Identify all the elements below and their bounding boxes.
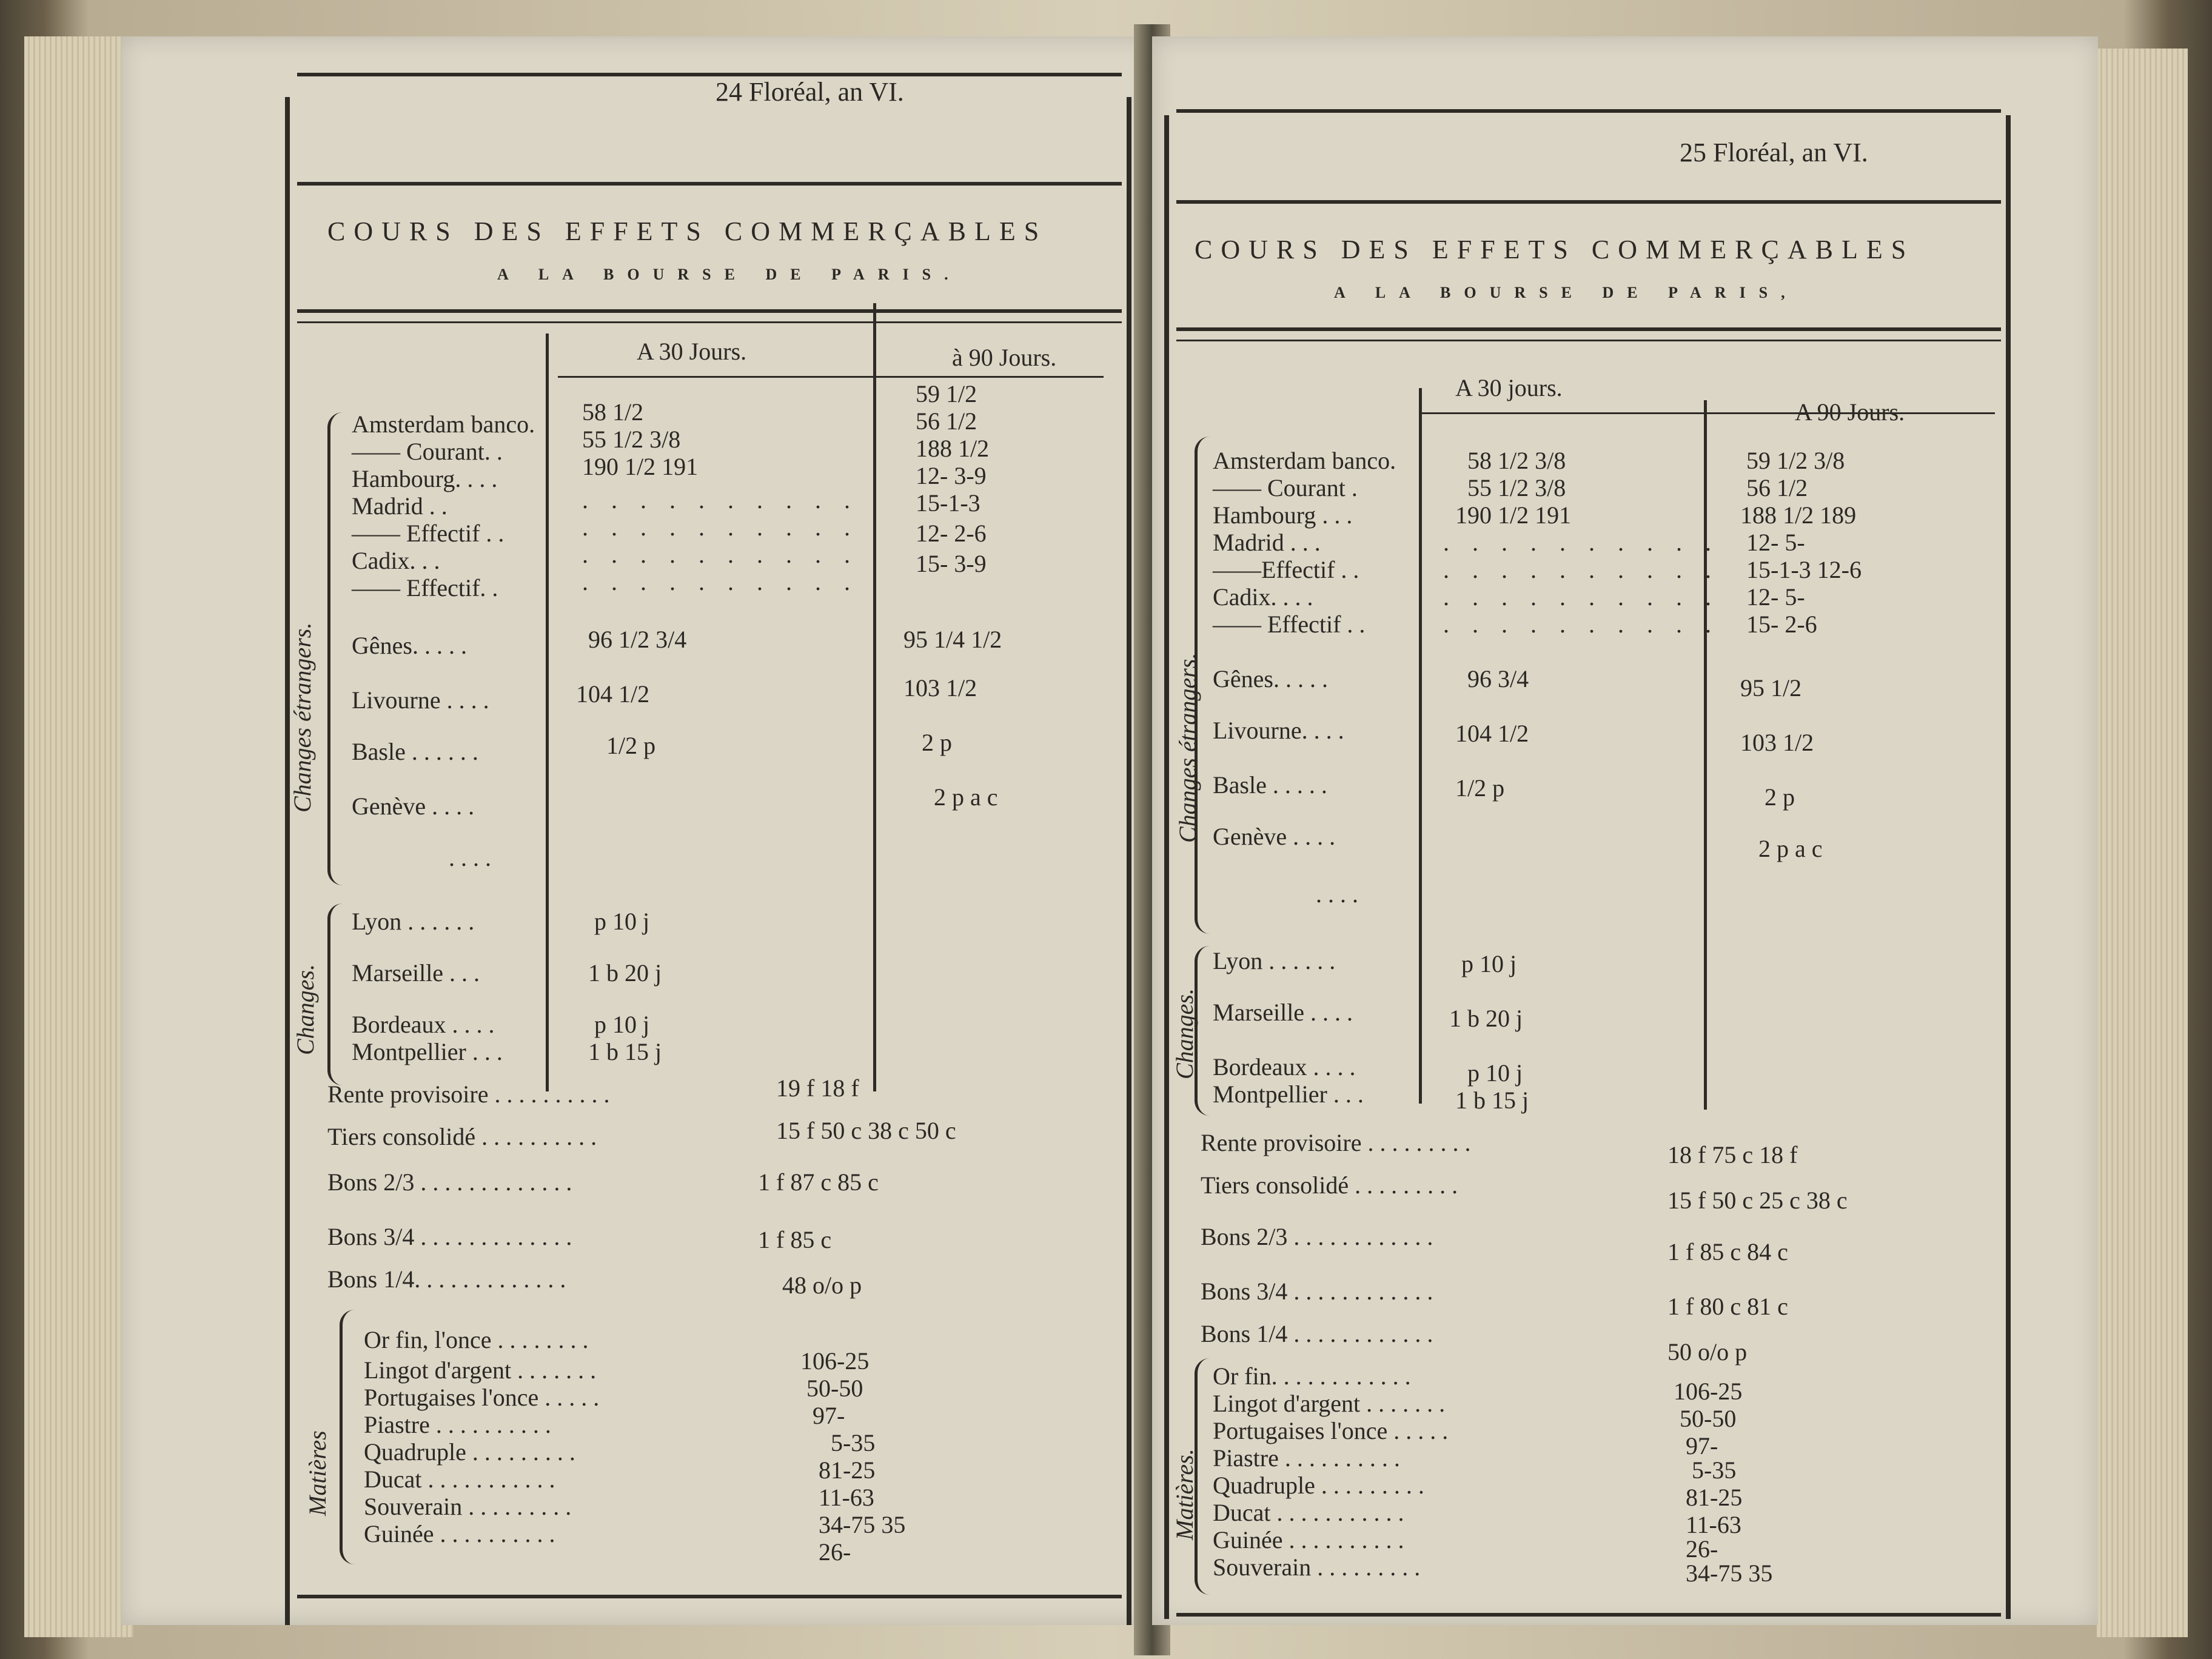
right-matiere-label-5: Ducat . . . . . . . . . . . xyxy=(1213,1499,1404,1526)
left-divider-label xyxy=(546,333,549,1091)
left-group-foreign: Changes étrangers. xyxy=(289,622,316,813)
left-foreign-v90-7: 95 1/4 1/2 xyxy=(903,626,1002,653)
left-foreign-v90-9: 2 p xyxy=(922,729,952,756)
left-rente-value-1: 15 f 50 c 38 c 50 c xyxy=(776,1117,956,1144)
left-foreign-v30-0: 58 1/2 xyxy=(582,398,644,426)
left-matiere-label-5: Ducat . . . . . . . . . . . xyxy=(364,1466,555,1493)
left-domestic-v30-3: 1 b 15 j xyxy=(588,1038,662,1065)
right-foreign-label-3: Madrid . . . xyxy=(1213,529,1321,556)
right-foreign-v90-4: 15-1-3 12-6 xyxy=(1746,556,1862,583)
right-foreign-v90-2: 188 1/2 189 xyxy=(1740,501,1857,529)
right-foreign-v30-9: 1/2 p xyxy=(1455,774,1505,802)
left-subtitle: A LA BOURSE DE PARIS. xyxy=(497,266,962,283)
right-foreign-v30-3: . . . . . . . . . . xyxy=(1443,529,1720,556)
right-rente-label-0: Rente provisoire . . . . . . . . . xyxy=(1201,1129,1471,1156)
left-foreign-label-6: —— Effectif. . xyxy=(352,574,498,602)
right-foreign-v30-0: 58 1/2 3/8 xyxy=(1467,447,1566,474)
right-foreign-v90-9: 2 p xyxy=(1765,783,1795,811)
right-foreign-v90-10: 2 p a c xyxy=(1758,835,1823,862)
left-foreign-v90-4: 15-1-3 xyxy=(916,489,980,517)
left-col-90-header: à 90 Jours. xyxy=(952,344,1057,371)
left-matiere-label-2: Portugaises l'once . . . . . xyxy=(364,1384,600,1411)
right-foreign-v90-8: 103 1/2 xyxy=(1740,729,1814,756)
right-foreign-v90-3: 12- 5- xyxy=(1746,529,1805,556)
left-colhead-rule xyxy=(558,376,1104,378)
left-rente-value-2: 1 f 87 c 85 c xyxy=(758,1168,879,1196)
left-brace-foreign xyxy=(327,412,343,885)
left-foreign-v30-4: . . . . . . . . . . xyxy=(582,514,859,541)
left-brace-domestic xyxy=(327,903,343,1085)
left-group-matieres: Matières xyxy=(304,1430,331,1516)
right-foreign-label-4: ——Effectif . . xyxy=(1213,556,1359,583)
right-rente-value-1: 15 f 50 c 25 c 38 c xyxy=(1667,1187,1848,1214)
left-foreign-label-1: —— Courant. . xyxy=(352,438,503,465)
left-foreign-v90-5: 12- 2-6 xyxy=(916,520,987,547)
left-domestic-label-0: Lyon . . . . . . xyxy=(352,908,475,935)
left-foreign-label-3: Madrid . . xyxy=(352,492,447,520)
right-foreign-label-6: —— Effectif . . xyxy=(1213,611,1366,638)
left-matiere-label-6: Souverain . . . . . . . . . xyxy=(364,1493,572,1520)
right-rente-value-2: 1 f 85 c 84 c xyxy=(1667,1238,1788,1265)
right-foreign-v90-6: 15- 2-6 xyxy=(1746,611,1817,638)
right-matiere-label-7: Souverain . . . . . . . . . xyxy=(1213,1553,1421,1581)
left-foreign-v30-2: 190 1/2 191 xyxy=(582,453,699,480)
right-domestic-v30-2: p 10 j xyxy=(1467,1059,1523,1087)
right-colhead-rule xyxy=(1419,412,1995,414)
left-rente-value-4: 48 o/o p xyxy=(782,1272,862,1299)
right-col-30-header: A 30 jours. xyxy=(1455,374,1563,401)
right-page-header: 25 Floréal, an VI. xyxy=(1680,138,1868,167)
left-foreign-v30-8: 104 1/2 xyxy=(576,680,650,708)
left-foreign-label-9: Basle . . . . . . xyxy=(352,738,478,765)
right-foreign-v90-1: 56 1/2 xyxy=(1746,474,1808,501)
left-matiere-label-3: Piastre . . . . . . . . . . xyxy=(364,1411,551,1438)
right-foreign-v90-5: 12- 5- xyxy=(1746,583,1805,611)
right-foreign-label-10: Genève . . . . xyxy=(1213,823,1336,850)
right-matiere-value-0: 106-25 xyxy=(1674,1378,1743,1405)
left-domestic-label-3: Montpellier . . . xyxy=(352,1038,503,1065)
left-rente-value-3: 1 f 85 c xyxy=(758,1226,832,1253)
right-foreign-label-1: —— Courant . xyxy=(1213,474,1358,501)
page-edges-left xyxy=(24,36,133,1637)
left-foreign-label-2: Hambourg. . . . xyxy=(352,465,498,492)
left-rente-label-0: Rente provisoire . . . . . . . . . . xyxy=(327,1081,610,1108)
left-domestic-label-2: Bordeaux . . . . xyxy=(352,1011,495,1038)
left-matiere-value-6: 34-75 35 xyxy=(819,1511,906,1538)
left-matiere-label-7: Guinée . . . . . . . . . . xyxy=(364,1520,555,1547)
left-top-rule xyxy=(297,73,1122,76)
left-foreign-label-4: —— Effectif . . xyxy=(352,520,504,547)
left-foreign-label-10: Genève . . . . xyxy=(352,793,475,820)
left-matiere-value-2: 97- xyxy=(813,1402,845,1429)
right-domestic-label-1: Marseille . . . . xyxy=(1213,999,1353,1026)
right-title-rule-bottom xyxy=(1176,327,2001,331)
right-matiere-value-4: 81-25 xyxy=(1686,1484,1743,1511)
left-foreign-v90-10: 2 p a c xyxy=(934,783,998,811)
right-matiere-value-5: 11-63 xyxy=(1686,1511,1741,1538)
right-divider-30-90 xyxy=(1704,400,1707,1110)
left-bottom-rule xyxy=(297,1595,1122,1598)
right-domestic-label-0: Lyon . . . . . . xyxy=(1213,947,1336,974)
right-foreign-v30-1: 55 1/2 3/8 xyxy=(1467,474,1566,501)
right-divider-label xyxy=(1419,388,1422,1104)
left-domestic-v30-1: 1 b 20 j xyxy=(588,959,662,987)
page-edges-right xyxy=(2097,49,2188,1637)
left-foreign-label-5: Cadix. . . xyxy=(352,547,440,574)
right-page xyxy=(1152,36,2098,1625)
left-foreign-v30-6: . . . . . . . . . . xyxy=(582,568,859,595)
left-domestic-v30-2: p 10 j xyxy=(594,1011,650,1038)
right-foreign-v30-5: . . . . . . . . . . xyxy=(1443,583,1720,611)
left-rente-label-4: Bons 1/4. . . . . . . . . . . . . xyxy=(327,1265,566,1293)
left-rente-label-3: Bons 3/4 . . . . . . . . . . . . . xyxy=(327,1223,572,1250)
left-foreign-v30-5: . . . . . . . . . . xyxy=(582,541,859,568)
right-matiere-label-1: Lingot d'argent . . . . . . . xyxy=(1213,1390,1446,1417)
left-matiere-value-7: 26- xyxy=(819,1538,851,1566)
left-foreign-label-7: Gênes. . . . . xyxy=(352,632,467,659)
right-matiere-value-7: 34-75 35 xyxy=(1686,1560,1773,1587)
right-group-foreign: Changes étrangers. xyxy=(1174,652,1201,843)
right-matiere-label-0: Or fin. . . . . . . . . . . . xyxy=(1213,1362,1411,1390)
right-matiere-value-2: 97- xyxy=(1686,1432,1718,1460)
left-matiere-value-3: 5-35 xyxy=(831,1429,876,1456)
right-foreign-v90-0: 59 1/2 3/8 xyxy=(1746,447,1845,474)
left-domestic-v30-0: p 10 j xyxy=(594,908,650,935)
left-rente-value-0: 19 f 18 f xyxy=(776,1074,859,1102)
left-foreign-v90-8: 103 1/2 xyxy=(903,674,977,702)
right-rente-label-2: Bons 2/3 . . . . . . . . . . . . xyxy=(1201,1223,1433,1250)
right-matiere-label-3: Piastre . . . . . . . . . . xyxy=(1213,1444,1400,1472)
right-foreign-v30-4: . . . . . . . . . . xyxy=(1443,556,1720,583)
right-rente-label-3: Bons 3/4 . . . . . . . . . . . . xyxy=(1201,1278,1433,1305)
left-matiere-value-5: 11-63 xyxy=(819,1484,874,1511)
right-domestic-v30-0: p 10 j xyxy=(1461,950,1517,977)
left-divider-30-90 xyxy=(873,303,876,1091)
right-foreign-v30-7: 96 3/4 xyxy=(1467,665,1529,692)
right-title-rule-top xyxy=(1176,200,2001,204)
right-foreign-label-5: Cadix. . . . xyxy=(1213,583,1313,611)
right-matiere-label-4: Quadruple . . . . . . . . . xyxy=(1213,1472,1424,1499)
left-page-header: 24 Floréal, an VI. xyxy=(716,77,904,107)
right-foreign-v30-8: 104 1/2 xyxy=(1455,720,1529,747)
left-matiere-value-4: 81-25 xyxy=(819,1456,876,1484)
left-matiere-label-4: Quadruple . . . . . . . . . xyxy=(364,1438,575,1466)
left-domestic-label-1: Marseille . . . xyxy=(352,959,480,987)
right-domestic-v30-3: 1 b 15 j xyxy=(1455,1087,1529,1114)
right-foreign-label-0: Amsterdam banco. xyxy=(1213,447,1396,474)
right-rente-label-4: Bons 1/4 . . . . . . . . . . . . xyxy=(1201,1320,1433,1347)
right-foreign-v30-6: . . . . . . . . . . xyxy=(1443,611,1720,638)
left-title-rule-bottom xyxy=(297,309,1122,313)
right-rente-value-4: 50 o/o p xyxy=(1667,1338,1748,1366)
right-bottom-rule xyxy=(1176,1613,2001,1617)
right-foreign-v90-7: 95 1/2 xyxy=(1740,674,1802,702)
right-rente-value-3: 1 f 80 c 81 c xyxy=(1667,1293,1788,1320)
right-foreign-label-11: . . . . xyxy=(1316,880,1358,908)
left-foreign-v90-2: 188 1/2 xyxy=(916,435,990,462)
left-foreign-label-11: . . . . xyxy=(449,844,491,871)
left-page xyxy=(121,36,1152,1625)
right-matiere-value-1: 50-50 xyxy=(1680,1405,1737,1432)
left-col-30-header: A 30 Jours. xyxy=(637,338,747,365)
left-rente-label-1: Tiers consolidé . . . . . . . . . . xyxy=(327,1123,597,1150)
right-domestic-label-3: Montpellier . . . xyxy=(1213,1081,1364,1108)
left-foreign-label-8: Livourne . . . . xyxy=(352,686,489,714)
left-rente-label-2: Bons 2/3 . . . . . . . . . . . . . xyxy=(327,1168,572,1196)
right-rente-label-1: Tiers consolidé . . . . . . . . . xyxy=(1201,1171,1458,1199)
right-matiere-value-3: 5-35 xyxy=(1692,1456,1737,1484)
right-domestic-v30-1: 1 b 20 j xyxy=(1449,1005,1523,1032)
left-brace-matieres xyxy=(340,1310,355,1564)
right-matiere-label-2: Portugaises l'once . . . . . xyxy=(1213,1417,1449,1444)
left-foreign-v90-6: 15- 3-9 xyxy=(916,550,987,577)
right-foreign-label-7: Gênes. . . . . xyxy=(1213,665,1328,692)
right-foreign-label-2: Hambourg . . . xyxy=(1213,501,1353,529)
left-matiere-value-1: 50-50 xyxy=(806,1375,863,1402)
right-title: COURS DES EFFETS COMMERÇABLES xyxy=(1195,235,1915,264)
left-foreign-v90-3: 12- 3-9 xyxy=(916,462,987,489)
right-matiere-value-6: 26- xyxy=(1686,1535,1718,1563)
left-foreign-v30-3: . . . . . . . . . . xyxy=(582,486,859,514)
left-title-rule-top xyxy=(297,182,1122,186)
right-col-90-header: A 90 Jours. xyxy=(1795,398,1905,426)
left-matiere-value-0: 106-25 xyxy=(800,1347,870,1375)
right-top-rule xyxy=(1176,109,2001,113)
left-foreign-v90-1: 56 1/2 xyxy=(916,407,977,435)
right-rente-value-0: 18 f 75 c 18 f xyxy=(1667,1141,1798,1168)
right-title-rule-thin xyxy=(1176,340,2001,341)
left-matiere-label-0: Or fin, l'once . . . . . . . . xyxy=(364,1326,589,1353)
right-subtitle: A LA BOURSE DE PARIS, xyxy=(1334,284,1798,301)
left-matiere-label-1: Lingot d'argent . . . . . . . xyxy=(364,1356,597,1384)
left-foreign-v30-7: 96 1/2 3/4 xyxy=(588,626,687,653)
left-title: COURS DES EFFETS COMMERÇABLES xyxy=(327,216,1048,246)
left-foreign-v30-1: 55 1/2 3/8 xyxy=(582,426,681,453)
right-foreign-label-9: Basle . . . . . xyxy=(1213,771,1327,799)
right-foreign-v30-2: 190 1/2 191 xyxy=(1455,501,1572,529)
right-matiere-label-6: Guinée . . . . . . . . . . xyxy=(1213,1526,1404,1553)
left-title-rule-thin xyxy=(297,321,1122,323)
left-foreign-label-0: Amsterdam banco. xyxy=(352,411,535,438)
right-group-matieres: Matières. xyxy=(1171,1449,1198,1540)
left-group-domestic: Changes. xyxy=(292,964,319,1055)
right-domestic-label-2: Bordeaux . . . . xyxy=(1213,1053,1356,1081)
right-foreign-label-8: Livourne. . . . xyxy=(1213,717,1344,744)
left-foreign-v90-0: 59 1/2 xyxy=(916,380,977,407)
left-foreign-v30-9: 1/2 p xyxy=(606,732,656,759)
right-group-domestic: Changes. xyxy=(1171,988,1198,1079)
